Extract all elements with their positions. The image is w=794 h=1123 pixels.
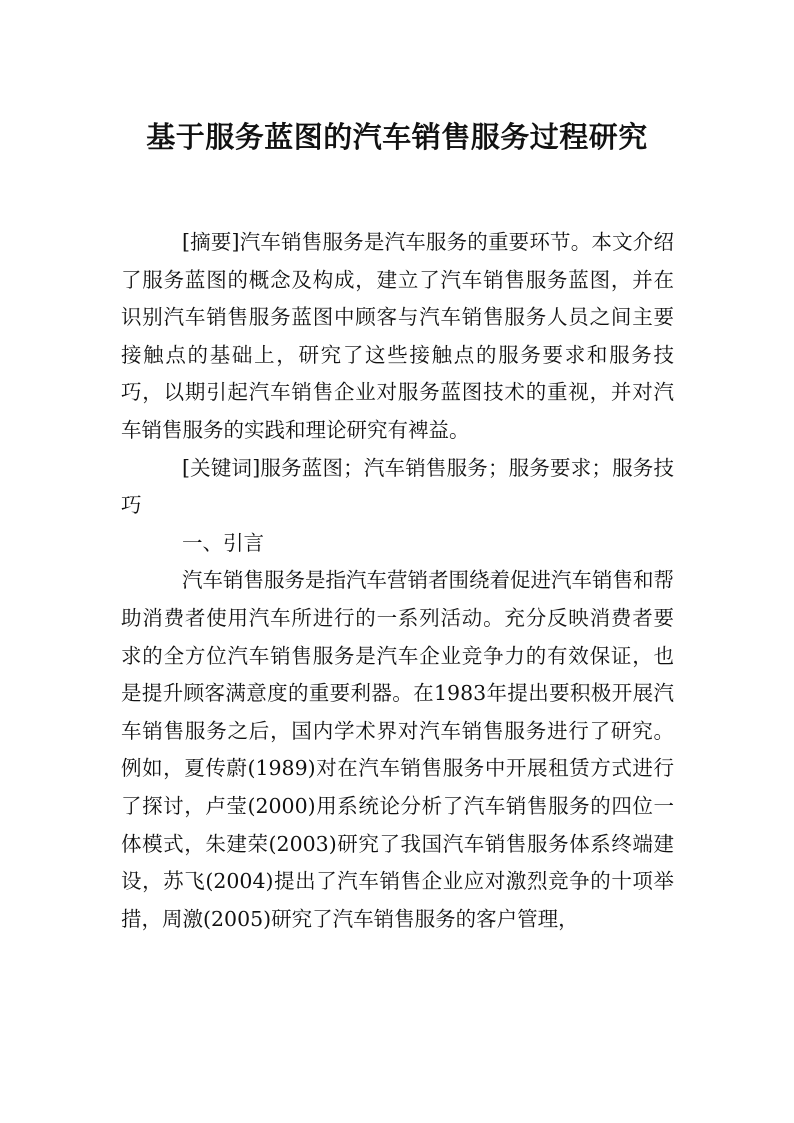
- intro-paragraph: 汽车销售服务是指汽车营销者围绕着促进汽车销售和帮助消费者使用汽车所进行的一系列活动。充分反映消费者要求的全方位汽车销售服务是汽车企业竞争力的有效保证，也是提升顾客满意度的重要利器。在1983年提出要积极开展汽车销售服务之后，国内学术界对汽车销售服务进行了研究。例如，夏传蔚(1989)对在汽车销售服务中开展租赁方式进行了探讨，卢莹(2000)用系统论分析了汽车销售服务的四位一体模式，朱建荣(2003)研究了我国汽车销售服务体系终端建设，苏飞(2004)提出了汽车销售企业应对激烈竞争的十项举措，周激(2005)研究了汽车销售服务的客户管理，: [121, 568, 674, 931]
- document-title: 基于服务蓝图的汽车销售服务过程研究: [146, 120, 648, 155]
- document-body: [121, 224, 674, 938]
- abstract-paragraph: [摘要]汽车销售服务是汽车服务的重要环节。本文介绍了服务蓝图的概念及构成，建立了汽车销售服务蓝图，并在识别汽车销售服务蓝图中顾客与汽车销售服务人员之间主要接触点的基础上，研究了这些接触点的服务要求和服务技巧，以期引起汽车销售企业对服务蓝图技术的重视，并对汽车销售服务的实践和理论研究有裨益。: [121, 230, 674, 442]
- keywords-paragraph: [关键词]服务蓝图；汽车销售服务；服务要求；服务技巧: [121, 455, 674, 518]
- section-heading: 一、引言: [182, 530, 264, 555]
